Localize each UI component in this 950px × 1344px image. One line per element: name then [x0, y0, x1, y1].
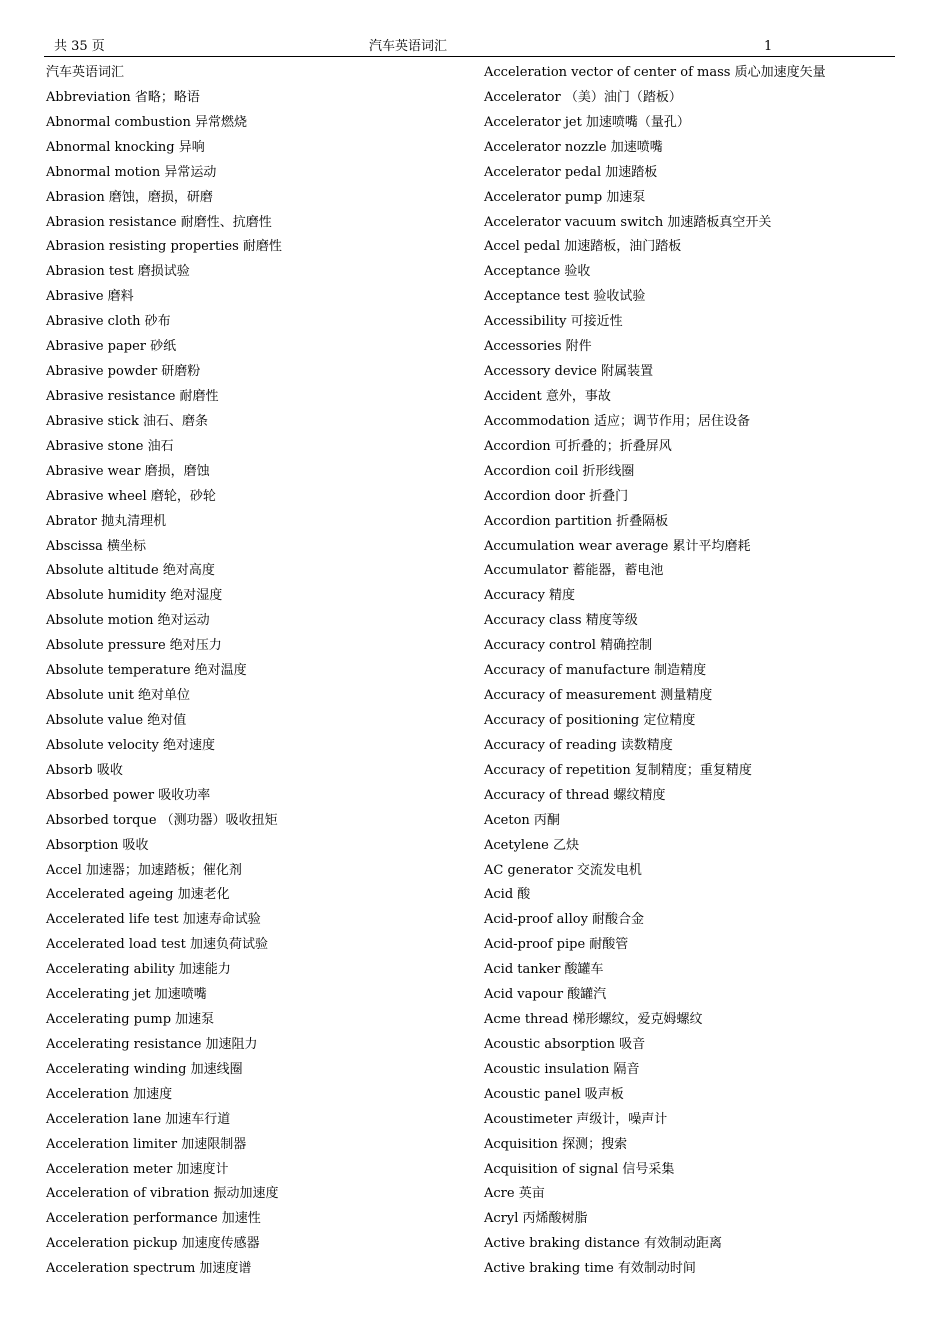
- glossary-entry: Aceton 丙酮: [484, 812, 560, 828]
- glossary-entry: Accelerator vacuum switch 加速踏板真空开关: [484, 214, 772, 230]
- glossary-entry: Accelerating ability 加速能力: [46, 962, 231, 978]
- glossary-entry: Acryl 丙烯酸树脂: [484, 1211, 588, 1227]
- glossary-entry: Accessibility 可接近性: [484, 314, 623, 330]
- left-column: [46, 60, 466, 1281]
- page-number: 1: [764, 39, 773, 54]
- glossary-entry: Accuracy of measurement 测量精度: [484, 688, 713, 704]
- glossary-entry: Acceleration vector of center of mass 质心加速度矢量: [484, 65, 826, 80]
- glossary-entry: Acceleration lane 加速车行道: [46, 1111, 231, 1127]
- glossary-entry: Accommodation 适应；调节作用；居住设备: [484, 413, 751, 429]
- glossary-entry: Abnormal knocking 异响: [46, 139, 205, 155]
- glossary-entry: Accelerated ageing 加速老化: [46, 887, 230, 903]
- glossary-entry: Absorbed power 吸收功率: [46, 787, 211, 803]
- glossary-entry: Active braking time 有效制动时间: [484, 1261, 696, 1277]
- glossary-entry: Acre 英亩: [484, 1186, 545, 1202]
- glossary-entry: Accordion partition 折叠隔板: [484, 513, 669, 529]
- glossary-entry: AC generator 交流发电机: [484, 862, 642, 878]
- glossary-entry: Absolute humidity 绝对湿度: [46, 588, 223, 604]
- glossary-entry: Accuracy of manufacture 制造精度: [484, 663, 707, 679]
- glossary-entry: Acceleration pickup 加速度传感器: [46, 1236, 260, 1252]
- glossary-entry: Acid-proof alloy 耐酸合金: [484, 912, 645, 928]
- glossary-entry: Abrasion test 磨损试验: [46, 264, 190, 280]
- glossary-entry: Absolute velocity 绝对速度: [46, 737, 215, 753]
- glossary-entry: Accelerated load test 加速负荷试验: [46, 937, 268, 953]
- glossary-entry: Accelerating jet 加速喷嘴: [46, 987, 207, 1003]
- glossary-entry: Accessory device 附属装置: [484, 364, 654, 380]
- glossary-entry: Abrasive wear 磨损，磨蚀: [46, 463, 210, 479]
- glossary-entry: Accuracy of positioning 定位精度: [484, 712, 696, 728]
- glossary-entry: Abrasive wheel 磨轮，砂轮: [46, 488, 216, 504]
- glossary-entry: Absorption 吸收: [46, 837, 149, 853]
- glossary-entry: Accuracy of reading 读数精度: [484, 737, 673, 753]
- glossary-entry: Accel pedal 加速踏板，油门踏板: [484, 239, 682, 255]
- glossary-entry: Accuracy of thread 螺纹精度: [484, 787, 666, 803]
- glossary-entry: Absolute motion 绝对运动: [46, 613, 210, 629]
- glossary-entry: Acquisition 探测；搜索: [484, 1136, 628, 1152]
- glossary-entry: Accuracy control 精确控制: [484, 638, 653, 654]
- glossary-entry: Absolute pressure 绝对压力: [46, 638, 222, 654]
- glossary-entry: Acoustimeter 声级计，噪声计: [484, 1111, 668, 1127]
- glossary-entry: Active braking distance 有效制动距离: [484, 1236, 722, 1252]
- glossary-entry: Acoustic panel 吸声板: [484, 1086, 624, 1102]
- glossary-entry: Acoustic insulation 隔音: [484, 1061, 640, 1077]
- glossary-entry: Accelerator （美）油门（踏板）: [484, 89, 682, 105]
- glossary-entry: Accordion door 折叠门: [484, 488, 629, 504]
- glossary-entry: Acceleration performance 加速性: [46, 1211, 261, 1227]
- glossary-entry: Absolute unit 绝对单位: [46, 688, 191, 704]
- glossary-entry: Acetylene 乙炔: [484, 837, 579, 853]
- right-column: [484, 60, 904, 1281]
- glossary-entry: Abnormal motion 异常运动: [46, 164, 217, 180]
- glossary-entry: Accuracy 精度: [484, 588, 576, 604]
- glossary-entry: Abnormal combustion 异常燃烧: [46, 114, 248, 130]
- glossary-entry: Abrasion resisting properties 耐磨性: [46, 239, 282, 255]
- glossary-entry: Abrasive stone 油石: [46, 438, 174, 454]
- glossary-entry: Acquisition of signal 信号采集: [484, 1161, 675, 1177]
- glossary-entry: Acid 酸: [484, 887, 531, 903]
- glossary-entry: Accordion coil 折形线圈: [484, 463, 635, 479]
- glossary-entry: Abrasion 磨蚀，磨损，研磨: [46, 189, 213, 205]
- glossary-entry: Acceleration 加速度: [46, 1086, 173, 1102]
- glossary-entry: Absorbed torque （测功器）吸收扭矩: [46, 812, 278, 828]
- glossary-entry: Abrator 抛丸清理机: [46, 513, 167, 529]
- glossary-entry: Acceleration spectrum 加速度谱: [46, 1261, 252, 1277]
- glossary-entry: Accessories 附件: [484, 339, 592, 355]
- glossary-entry: Abrasive cloth 砂布: [46, 314, 171, 330]
- glossary-entry: Acceptance test 验收试验: [484, 289, 646, 305]
- glossary-entry: Accumulation wear average 累计平均磨耗: [484, 538, 751, 554]
- glossary-entry: Acme thread 梯形螺纹，爱克姆螺纹: [484, 1012, 703, 1028]
- glossary-entry: Accordion 可折叠的；折叠屏风: [484, 438, 672, 454]
- glossary-entry: Abrasive paper 砂纸: [46, 339, 177, 355]
- glossary-entry: Abrasive stick 油石、磨条: [46, 413, 209, 429]
- glossary-entry: Acid-proof pipe 耐酸管: [484, 937, 629, 953]
- glossary-entry: Acceptance 验收: [484, 264, 591, 280]
- glossary-entry: Acid vapour 酸罐汽: [484, 987, 607, 1003]
- glossary-entry: Abrasive resistance 耐磨性: [46, 388, 219, 404]
- page-header: [44, 38, 895, 57]
- glossary-entry: Acceleration limiter 加速限制器: [46, 1136, 247, 1152]
- glossary-entry: 汽车英语词汇: [46, 65, 125, 80]
- glossary-entry: Absolute value 绝对值: [46, 712, 187, 728]
- glossary-entry: Accelerator pump 加速泵: [484, 189, 646, 205]
- glossary-entry: Accelerating pump 加速泵: [46, 1012, 215, 1028]
- glossary-entry: Acceleration meter 加速度计: [46, 1161, 229, 1177]
- glossary-entry: Accident 意外，事故: [484, 388, 611, 404]
- glossary-entry: Accelerated life test 加速寿命试验: [46, 912, 261, 928]
- glossary-entry: Abrasive 磨料: [46, 289, 134, 305]
- glossary-entry: Accelerator nozzle 加速喷嘴: [484, 139, 663, 155]
- glossary-entry: Accelerating resistance 加速阻力: [46, 1036, 258, 1052]
- glossary-entry: Abscissa 横坐标: [46, 538, 147, 554]
- glossary-entry: Accelerator pedal 加速踏板: [484, 164, 658, 180]
- glossary-entry: Abrasion resistance 耐磨性、抗磨性: [46, 214, 272, 230]
- glossary-entry: Accelerating winding 加速线圈: [46, 1061, 243, 1077]
- glossary-entry: Abbreviation 省略；略语: [46, 89, 200, 105]
- glossary-entry: Abrasive powder 研磨粉: [46, 364, 201, 380]
- glossary-entry: Absolute altitude 绝对高度: [46, 563, 215, 579]
- page-count: 共 35 页: [54, 39, 105, 54]
- glossary-entry: Acid tanker 酸罐车: [484, 962, 604, 978]
- glossary-entry: Absolute temperature 绝对温度: [46, 663, 247, 679]
- glossary-entry: Accelerator jet 加速喷嘴（量孔）: [484, 114, 690, 130]
- document-title: 汽车英语词汇: [369, 39, 448, 54]
- glossary-entry: Accumulator 蓄能器，蓄电池: [484, 563, 664, 579]
- glossary-entry: Accuracy of repetition 复制精度；重复精度: [484, 762, 752, 778]
- glossary-entry: Accel 加速器；加速踏板；催化剂: [46, 862, 242, 878]
- glossary-entry: Absorb 吸收: [46, 762, 123, 778]
- glossary-entry: Accuracy class 精度等级: [484, 613, 638, 629]
- glossary-entry: Acoustic absorption 吸音: [484, 1036, 646, 1052]
- glossary-entry: Acceleration of vibration 振动加速度: [46, 1186, 279, 1202]
